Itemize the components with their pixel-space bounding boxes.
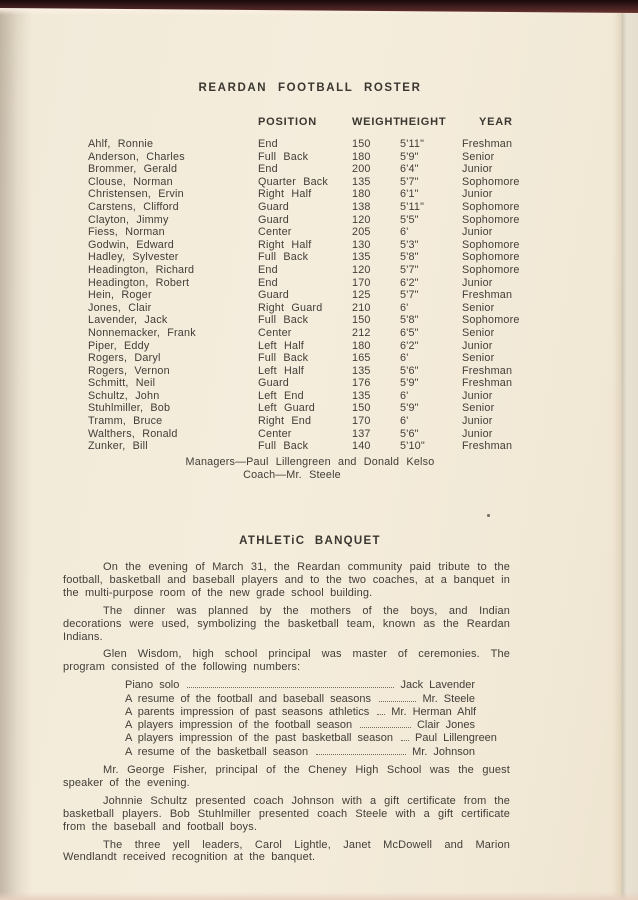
program-item	[125, 693, 475, 706]
table-row	[0, 302, 620, 315]
table-row	[0, 188, 620, 201]
player-year: Senior	[462, 326, 495, 339]
banquet-title: ATHLETiC BANQUET	[239, 535, 381, 547]
banquet-program-list	[125, 679, 497, 759]
player-year: Junior	[462, 415, 493, 428]
banquet-paragraph: The dinner was planned by the mothers of the boys, and Indian decorations were used, symbolizing the basketball team, known as the Reardan Indians.	[63, 604, 510, 643]
player-year: Freshman	[462, 364, 513, 377]
player-weight: 200	[352, 163, 371, 176]
player-year: Senior	[462, 301, 495, 314]
player-name: Hadley, Sylvester	[88, 251, 179, 264]
table-row	[0, 251, 620, 264]
page-gutter-shadow	[0, 0, 32, 900]
program-item-label: Piano solo	[125, 679, 180, 692]
player-name: Lavender, Jack	[88, 314, 168, 327]
player-year: Sophomore	[462, 200, 520, 213]
dot-leader	[316, 754, 406, 755]
player-name: Hein, Roger	[88, 289, 152, 302]
player-height: 5'11"	[400, 200, 425, 213]
player-height: 5'7"	[400, 263, 419, 276]
player-weight: 150	[352, 314, 371, 327]
table-row	[0, 226, 620, 239]
player-position: Guard	[258, 200, 290, 213]
coach-line: Coach—Mr. Steele	[243, 468, 341, 481]
program-item-presenter: Paul Lillengreen	[415, 732, 497, 745]
player-height: 6'	[400, 389, 409, 402]
player-name: Clayton, Jimmy	[88, 213, 169, 226]
player-height: 6'1"	[400, 188, 419, 201]
player-name: Ahlf, Ronnie	[88, 138, 154, 150]
player-weight: 170	[352, 415, 371, 428]
player-weight: 135	[352, 389, 371, 402]
player-year: Freshman	[462, 440, 513, 453]
player-height: 6'	[400, 352, 409, 365]
program-item	[125, 746, 475, 759]
table-row	[0, 415, 620, 428]
table-row	[0, 365, 620, 378]
program-item-presenter: Mr. Herman Ahlf	[391, 705, 477, 718]
player-position: Full Back	[258, 352, 309, 365]
player-weight: 140	[352, 440, 371, 453]
player-height: 5'8"	[400, 251, 419, 264]
player-position: Guard	[258, 289, 290, 302]
player-name: Brommer, Gerald	[88, 163, 178, 176]
table-row	[0, 239, 620, 252]
player-year: Freshman	[462, 377, 513, 390]
player-weight: 165	[352, 352, 371, 365]
banquet-paragraph: The three yell leaders, Carol Lightle, Janet McDowell and Marion Wendlandt received recognition at the banquet.	[63, 838, 510, 864]
player-year: Junior	[462, 339, 493, 352]
banquet-paragraph: Mr. George Fisher, principal of the Cheney High School was the guest speaker of the evening.	[63, 764, 510, 789]
player-name: Jones, Clair	[88, 301, 152, 314]
player-name: Clouse, Norman	[88, 175, 173, 188]
player-weight: 135	[352, 364, 371, 377]
player-position: Full Back	[258, 440, 309, 453]
column-header-position: POSITION	[258, 116, 317, 128]
column-header-year: YEAR	[479, 116, 513, 128]
program-item-label: A players impression of the past basketball season	[125, 732, 394, 745]
player-name: Piper, Eddy	[88, 339, 150, 352]
player-position: End	[258, 163, 278, 176]
player-year: Junior	[462, 276, 493, 289]
player-position: End	[258, 263, 278, 276]
player-position: Right End	[258, 415, 312, 428]
player-height: 5'5"	[400, 213, 419, 226]
player-position: Full Back	[258, 150, 309, 163]
player-position: Guard	[258, 213, 290, 226]
player-height: 5'9"	[400, 402, 419, 415]
table-row	[0, 390, 620, 403]
page-edge-bottom	[0, 892, 638, 900]
table-row	[0, 176, 620, 189]
program-item-presenter: Jack Lavender	[400, 679, 475, 692]
banquet-paragraph: On the evening of March 31, the Reardan community paid tribute to the football, basketball and baseball players and to the two coaches, at a banquet in the multi-purpose room of the new grade school building.	[63, 561, 510, 599]
player-position: Full Back	[258, 251, 309, 264]
table-row	[0, 440, 620, 453]
player-position: Center	[258, 226, 292, 239]
player-position: Guard	[258, 377, 290, 390]
player-height: 6'2"	[400, 339, 419, 352]
managers-line: Managers—Paul Lillengreen and Donald Kelso	[185, 455, 435, 468]
player-height: 5'7"	[400, 175, 419, 188]
player-weight: 180	[352, 150, 371, 163]
roster-title: REARDAN FOOTBALL ROSTER	[198, 82, 422, 94]
table-row	[0, 201, 620, 214]
player-year: Freshman	[462, 138, 513, 150]
banquet-paragraph: Johnnie Schultz presented coach Johnson with a gift certificate from the basketball players. Bob Stuhlmiller presented coach Steele with a gift certificate from the baseball and football boys.	[63, 794, 510, 833]
player-year: Junior	[462, 389, 493, 402]
dot-leader	[360, 727, 411, 728]
table-row	[0, 352, 620, 365]
player-year: Freshman	[462, 289, 513, 302]
scan-speck	[487, 514, 490, 517]
player-name: Tramm, Bruce	[88, 415, 163, 428]
player-height: 6'2"	[400, 276, 419, 289]
player-weight: 150	[352, 138, 371, 150]
player-weight: 120	[352, 263, 371, 276]
player-position: Center	[258, 427, 292, 440]
player-name: Schmitt, Neil	[88, 377, 156, 390]
player-year: Sophomore	[462, 314, 520, 327]
player-name: Headington, Robert	[88, 276, 190, 289]
player-year: Sophomore	[462, 251, 520, 264]
table-row	[0, 289, 620, 302]
table-row	[0, 340, 620, 353]
table-row	[0, 163, 620, 176]
player-position: Left Half	[258, 339, 305, 352]
program-item	[125, 719, 475, 732]
player-weight: 135	[352, 175, 371, 188]
column-header-weight: WEIGHT	[352, 116, 401, 128]
player-year: Sophomore	[462, 263, 520, 276]
player-name: Godwin, Edward	[88, 238, 175, 251]
player-weight: 120	[352, 213, 371, 226]
table-row	[0, 314, 620, 327]
player-weight: 130	[352, 238, 371, 251]
player-position: Full Back	[258, 314, 309, 327]
player-height: 5'9"	[400, 150, 419, 163]
player-year: Junior	[462, 188, 493, 201]
player-position: Quarter Back	[258, 175, 329, 188]
table-row	[0, 327, 620, 340]
player-weight: 135	[352, 251, 371, 264]
player-height: 5'6"	[400, 427, 419, 440]
player-weight: 180	[352, 188, 371, 201]
player-name: Anderson, Charles	[88, 150, 185, 163]
player-weight: 180	[352, 339, 371, 352]
table-row	[0, 428, 620, 441]
program-item	[125, 679, 475, 692]
player-year: Sophomore	[462, 175, 520, 188]
program-item	[125, 732, 497, 745]
roster-header-row	[0, 116, 620, 128]
program-item-label: A resume of the basketball season	[125, 745, 309, 758]
player-position: Right Guard	[258, 301, 323, 314]
table-row	[0, 277, 620, 290]
player-height: 6'	[400, 415, 409, 428]
player-position: Left Half	[258, 364, 305, 377]
player-height: 5'3"	[400, 238, 419, 251]
table-row	[0, 377, 620, 390]
player-height: 6'	[400, 301, 409, 314]
player-year: Junior	[462, 163, 493, 176]
player-position: Right Half	[258, 188, 312, 201]
player-weight: 176	[352, 377, 371, 390]
player-weight: 170	[352, 276, 371, 289]
player-weight: 212	[352, 326, 371, 339]
table-row	[0, 138, 620, 151]
table-row	[0, 264, 620, 277]
dot-leader	[401, 740, 409, 741]
banquet-paragraphs-before	[63, 561, 510, 674]
player-height: 6'	[400, 226, 409, 239]
player-name: Schultz, John	[88, 389, 160, 402]
program-item-presenter: Mr. Johnson	[412, 745, 475, 758]
player-name: Christensen, Ervin	[88, 188, 184, 201]
player-name: Zunker, Bill	[88, 440, 148, 453]
player-height: 6'5"	[400, 326, 419, 339]
table-row	[0, 151, 620, 164]
program-item-label: A parents impression of past seasons athletics	[125, 705, 370, 718]
banquet-paragraphs-after	[63, 764, 510, 864]
banquet-paragraph: Glen Wisdom, high school principal was master of ceremonies. The program consisted of the following numbers:	[63, 648, 510, 674]
column-header-height: HEIGHT	[400, 116, 447, 128]
player-year: Junior	[462, 427, 493, 440]
roster-table	[0, 116, 620, 481]
player-position: Right Half	[258, 238, 312, 251]
roster-rows	[0, 138, 620, 453]
player-name: Stuhlmiller, Bob	[88, 402, 171, 415]
program-item	[125, 706, 475, 719]
player-height: 6'4"	[400, 163, 419, 176]
player-year: Senior	[462, 402, 495, 415]
banquet-section	[63, 561, 510, 869]
player-year: Sophomore	[462, 238, 520, 251]
player-weight: 137	[352, 427, 371, 440]
player-weight: 210	[352, 301, 371, 314]
player-year: Senior	[462, 352, 495, 365]
player-year: Junior	[462, 226, 493, 239]
player-name: Carstens, Clifford	[88, 200, 179, 213]
page-edge-right	[621, 9, 638, 900]
player-name: Headington, Richard	[88, 263, 195, 276]
player-height: 5'6"	[400, 364, 419, 377]
player-name: Fiess, Norman	[88, 226, 165, 239]
player-name: Walthers, Ronald	[88, 427, 178, 440]
player-year: Sophomore	[462, 213, 520, 226]
program-item-presenter: Clair Jones	[416, 719, 475, 732]
dot-leader	[379, 701, 416, 702]
player-name: Rogers, Vernon	[88, 364, 170, 377]
program-item-label: A players impression of the football season	[125, 719, 353, 732]
dot-leader	[187, 687, 394, 688]
player-name: Rogers, Daryl	[88, 352, 161, 365]
program-item-label: A resume of the football and baseball seasons	[125, 692, 372, 705]
table-row	[0, 402, 620, 415]
player-weight: 205	[352, 226, 371, 239]
dot-leader	[377, 714, 385, 715]
player-height: 5'8"	[400, 314, 419, 327]
player-height: 5'7"	[400, 289, 419, 302]
player-height: 5'9"	[400, 377, 419, 390]
player-position: Left End	[258, 389, 304, 402]
player-position: End	[258, 276, 278, 289]
player-height: 5'11"	[400, 138, 425, 150]
player-height: 5'10"	[400, 440, 425, 453]
player-position: Left Guard	[258, 402, 316, 415]
program-item-presenter: Mr. Steele	[422, 692, 475, 705]
player-weight: 138	[352, 200, 371, 213]
player-position: Center	[258, 326, 292, 339]
player-weight: 150	[352, 402, 371, 415]
player-weight: 125	[352, 289, 371, 302]
player-position: End	[258, 138, 278, 150]
table-row	[0, 214, 620, 227]
player-name: Nonnemacker, Frank	[88, 326, 196, 339]
player-year: Senior	[462, 150, 495, 163]
